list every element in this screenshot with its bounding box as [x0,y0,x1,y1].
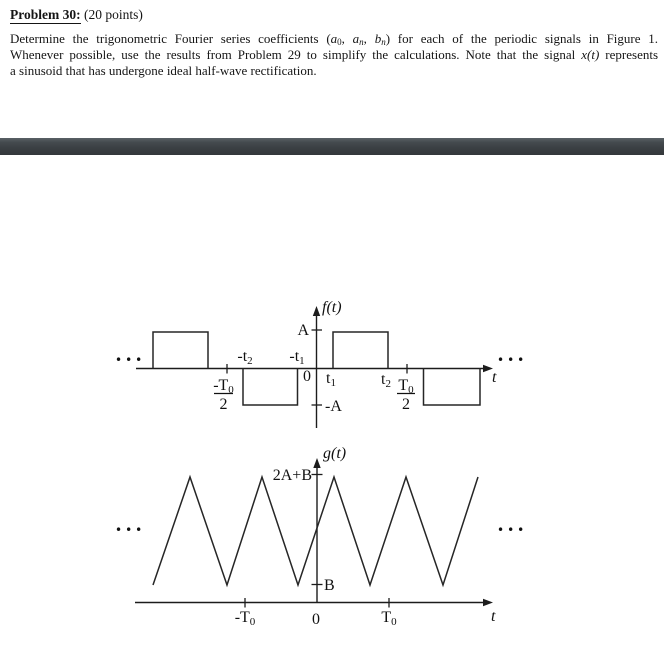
g-xlabel: t [491,608,496,625]
separator: , [341,31,353,46]
problem-number: Problem 30: [10,7,81,22]
separator: , [363,31,375,46]
g-period-label: T0 [381,609,397,628]
f-t2-label: t2 [381,371,391,390]
statement-text: Determine the trigonometric Fourier series coefficients ( [10,31,331,46]
f-neg-t1-label: -t1 [289,348,305,367]
problem-points: (20 points) [80,7,143,22]
var-an-sub: n [359,37,364,47]
g-ylabel: g(t) [323,445,347,462]
f-amp-pos-label: A [297,322,309,339]
f-neg-half-period-label [213,377,234,413]
f-ellipsis-left: ••• [115,353,146,367]
g-origin-label: 0 [312,611,320,628]
g-waveform-triangle [153,477,478,585]
plot-g-of-t [115,445,527,628]
f-neg-t2-label: -t2 [237,348,253,367]
f-origin-label: 0 [303,368,311,385]
statement-line-3: a sinusoid that has undergone ideal half-wave rectification. [10,63,317,78]
statement-text: ) for each of the periodic signals in Figure 1. [385,31,659,46]
f-vertical-axis-arrow-icon [313,306,320,316]
f-xlabel: t [492,369,497,386]
var-bn: b [374,31,382,46]
var-bn-sub: n [381,37,386,47]
g-max-label: 2A+B [272,467,312,484]
svg-text:2: 2 [402,396,410,413]
var-a0-sub: 0 [337,37,342,47]
svg-text:T0: T0 [398,377,414,396]
g-vertical-axis-arrow-icon [313,458,320,468]
svg-text:2: 2 [219,396,228,413]
f-t1-label: t1 [326,370,336,389]
plot-f-of-t [115,299,527,428]
statement-text: Whenever possible, use the results from Problem 29 to simplify the calculations. Note that the signal [10,47,582,62]
statement-text: represents [599,47,659,62]
var-xt: x(t) [581,47,600,62]
svg-text:-T0: -T0 [213,377,234,396]
f-amp-neg-label: -A [325,398,342,415]
var-an: a [352,31,360,46]
var-a0: a [330,31,338,46]
g-time-axis-arrow-icon [483,599,493,606]
f-ellipsis-right: ••• [497,353,528,367]
g-ellipsis-right: ••• [497,523,528,537]
g-min-label: B [324,577,335,594]
g-neg-period-label: -T0 [234,609,256,628]
g-ellipsis-left: ••• [115,523,146,537]
f-ylabel: f(t) [322,299,342,316]
f-half-period-label [397,377,415,413]
